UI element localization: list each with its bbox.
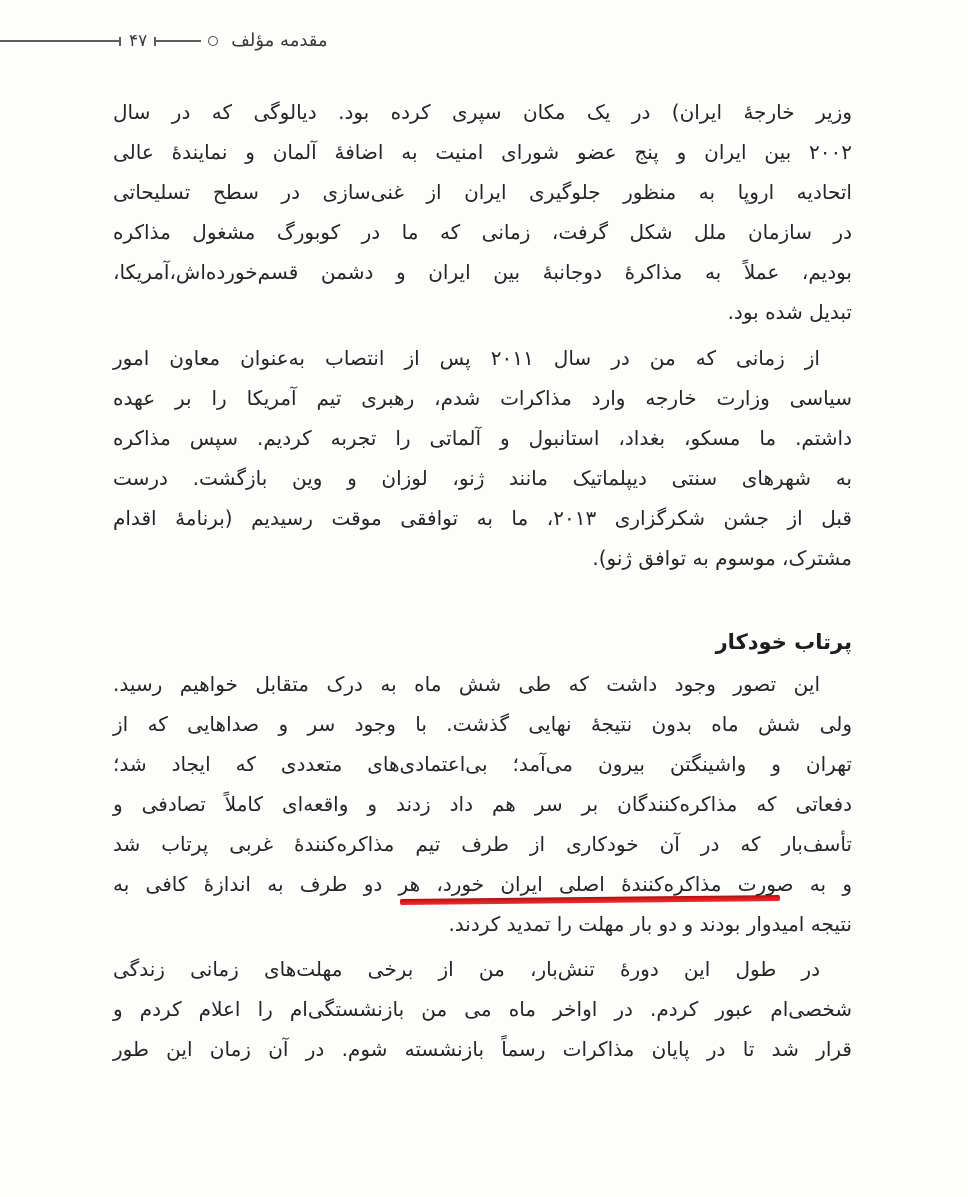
header-rule-left [0, 40, 121, 42]
text-line: ولی شش ماه بدون نتیجهٔ نهایی گذشت. با وجود سر و صداهایی که از [113, 712, 852, 736]
text-line: وزیر خارجهٔ ایران) در یک مکان سپری کرده بود. دیالوگی که در سال [113, 100, 852, 124]
text-line: تبدیل شده بود. [727, 300, 852, 324]
text-line: در سازمان ملل شکل گرفت، زمانی که ما در کوبورگ مشغول مذاکره [113, 220, 852, 244]
text-line: دفعاتی که مذاکره‌کنندگان بر سر هم داد زدند و واقعه‌ای کاملاً تصادفی و [113, 792, 852, 816]
text-line: بودیم، عملاً به مذاکرهٔ دوجانبهٔ بین ایران و دشمن قسم‌خورده‌اش،آمریکا، [113, 260, 852, 284]
text-line-underlined [113, 864, 852, 904]
text-line: ۲۰۰۲ بین ایران و پنج عضو شورای امنیت به اضافهٔ آلمان و نمایندهٔ عالی [113, 140, 852, 164]
paragraph-1 [113, 92, 852, 332]
text-line: از زمانی که من در سال ۲۰۱۱ پس از انتصاب به‌عنوان معاون امور [113, 346, 820, 370]
underlined-line-text: و به صورت مذاکره‌کنندهٔ اصلی ایران خورد، هر دو طرف به اندازهٔ کافی به [113, 872, 852, 896]
paragraph-4 [113, 949, 852, 1069]
text-line: قبل از جشن شکرگزاری ۲۰۱۳، ما به توافقی موقت رسیدیم (برنامهٔ اقدام [113, 506, 852, 530]
text-line: شخصی‌ام عبور کردم. در اواخر ماه می من بازنشستگی‌ام را اعلام کردم و [113, 997, 852, 1021]
text-line: تأسف‌بار که در آن خودکاری از طرف تیم مذاکره‌کنندهٔ غربی پرتاب شد [113, 832, 852, 856]
text-line: به شهرهای سنتی دیپلماتیک مانند ژنو، لوزان و وین بازگشت. درست [113, 466, 852, 490]
text-line: نتیجه امیدوار بودند و دو بار مهلت را تمدید کردند. [448, 912, 852, 936]
text-line: این تصور وجود داشت که طی شش ماه به درک متقابل خواهیم رسید. [113, 672, 820, 696]
chapter-title: مقدمه مؤلف [231, 30, 328, 51]
text-line: اتحادیه اروپا به منظور جلوگیری ایران از غنی‌سازی در سطح تسلیحاتی [113, 180, 852, 204]
text-line: تهران و واشینگتن بیرون می‌آمد؛ بی‌اعتمادی‌های متعددی که ایجاد شد؛ [113, 752, 852, 776]
text-line: سیاسی وزارت خارجه وارد مذاکرات شدم، رهبری تیم آمریکا را بر عهده [113, 386, 852, 410]
paragraph-2 [113, 338, 852, 578]
text-line: در طول این دورهٔ تنش‌بار، من از برخی مهلت‌های زمانی زندگی [113, 957, 820, 981]
paragraph-3 [113, 664, 852, 944]
text-line: قرار شد تا در پایان مذاکرات رسماً بازنشسته شوم. در آن زمان این طور [113, 1037, 852, 1061]
text-line: مشترک، موسوم به توافق ژنو). [592, 546, 852, 570]
text-line: داشتم. ما مسکو، بغداد، استانبول و آلماتی را تجربه کردیم. سپس مذاکره [113, 426, 852, 450]
page-number: ۴۷ [129, 30, 148, 51]
section-heading: پرتاب خودکار [715, 630, 852, 654]
text-column [113, 0, 852, 1069]
